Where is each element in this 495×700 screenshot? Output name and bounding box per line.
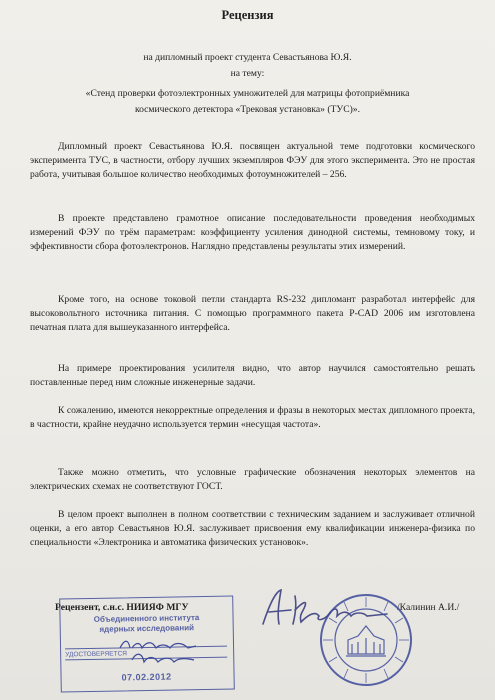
reviewer-label: Рецензент, с.н.с. НИИЯФ МГУ [55,602,189,613]
paragraph-text: Также можно отметить, что условные графические обозначения некоторых элементов на электрических схемах не соответствуют ГОСТ. [30,467,475,492]
paragraph-text: К сожалению, имеются некорректные определения и фразы в некоторых местах дипломного проекта, в частности, крайне неудачно используется термин «несущая частота». [30,405,475,430]
paragraph-3 [30,293,475,335]
paragraph-4 [30,362,475,390]
paragraph-text: В проекте представлено грамотное описание последовательности проведения необходимых измерений ФЭУ по трём параметрам: коэффициенту усиления динодной системы, темновому току, и эффективности сбора фотоэлектронов. Наглядно представлены результаты этих измерений. [30,213,475,252]
paragraph-5 [30,404,475,432]
paragraph-2 [30,212,475,254]
paragraph-text: На примере проектирования усилителя видно, что автор научился самостоятельно решать поставленные перед ним сложные инженерные задачи. [30,363,475,388]
document-title: Рецензия [221,8,274,22]
stamp-institute: Объединенного института [93,613,200,624]
paragraph-1 [30,140,475,182]
topic-line-2: космического детектора «Трековая установка» (ТУС)». [134,104,361,115]
stamp-certify: УДОСТОВЕРЯЕТСЯ [65,650,127,659]
paragraph-6 [30,466,475,494]
paragraph-text: Дипломный проект Севастьянова Ю.Я. посвящен актуальной теме подготовки космического эксперимента ТУС, в частности, отбору лучших экземпляров ФЭУ для этого эксперимента. Это не простая работа, учитывая большое количество необходимых фотоумножителей – 256. [30,141,475,180]
stamp-institute-sub: ядерных исследований [99,623,195,634]
theme-label: на тему: [230,68,265,79]
round-seal [318,592,414,688]
paragraph-text: Кроме того, на основе токовой петли стандарта RS-232 дипломант разработал интерфейс для высоковольтного источника питания. С помощью программного пакета P-CAD 2006 им изготовлена печатная плата для вышеуказанного интерфейса. [30,294,475,333]
document-subtitle: на дипломный проект студента Севастьянова Ю.Я. [143,52,352,63]
topic-line-1: «Стенд проверки фотоэлектронных умножителей для матрицы фотоприёмника [85,88,410,99]
stamp-date: 07.02.2012 [121,671,172,683]
stamp-handwriting-2 [128,650,198,666]
paragraph-7 [30,508,475,550]
paragraph-text: В целом проект выполнен в полном соответствии с техническим заданием и заслуживает отличной оценки, а его автор Севастьянов Ю.Я. заслуживает присвоения ему квалификации инженера-физика по специальности «Электроника и автоматика физических установок». [30,509,475,548]
reviewer-name: /Калинин А.И./ [397,602,460,613]
